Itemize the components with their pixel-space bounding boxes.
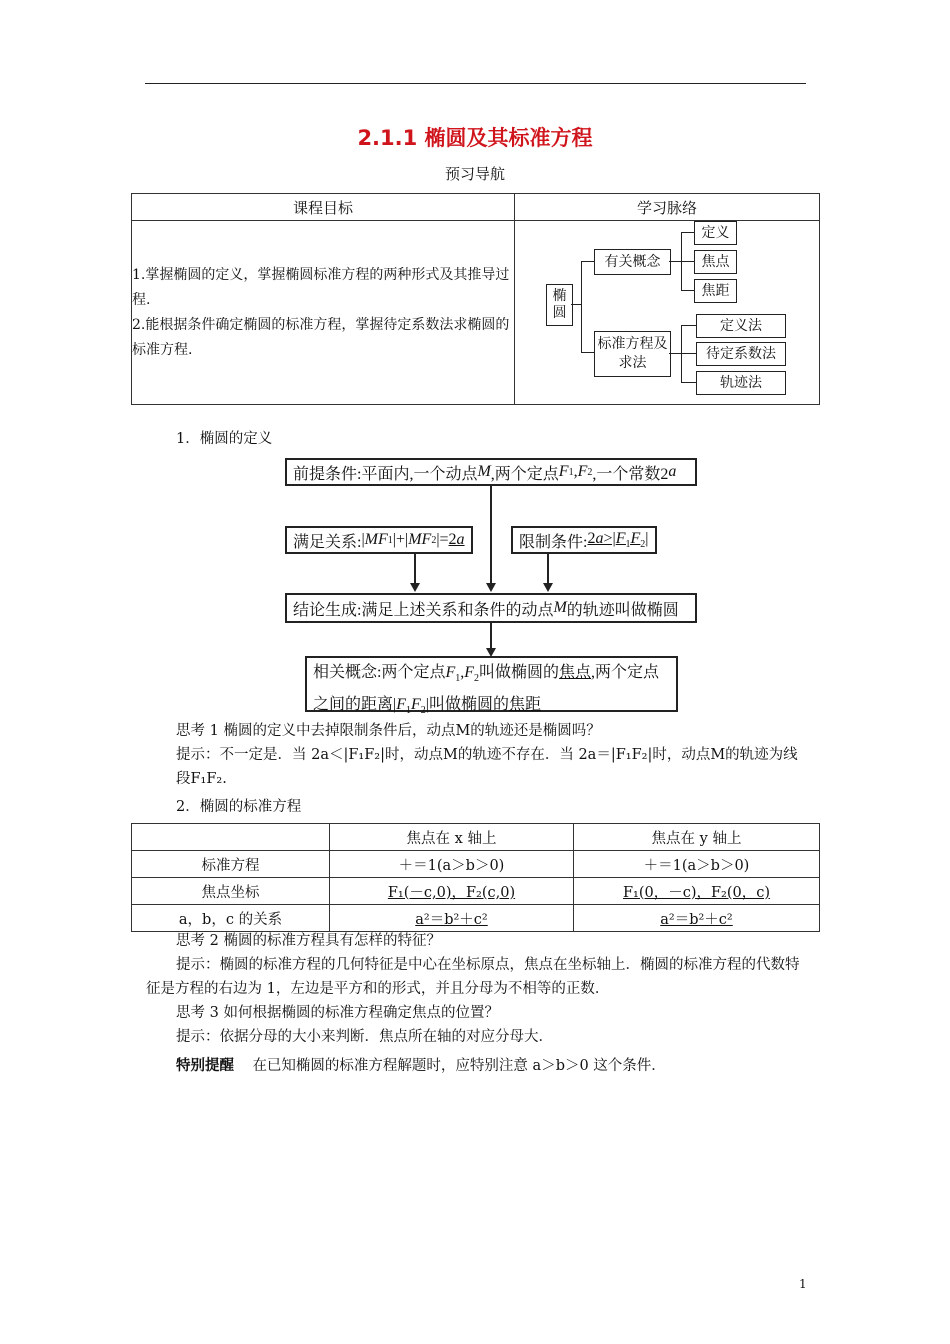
mindmap-item-focus: 焦点 [694,250,737,274]
flow-premise: 前提条件:平面内,一个动点 M ,两个定点 F 1 , F 2 ,一个常数2 a [285,458,697,486]
special-note [176,1054,666,1078]
table-row [132,824,820,851]
table-cell: 标准方程 [132,851,330,878]
mindmap-item-undetermined-coeff: 待定系数法 [696,342,786,366]
col-header-goals: 课程目标 [132,194,515,221]
mindmap-item-focal-distance: 焦距 [694,279,737,303]
page-title: 2.1.1 椭圆及其标准方程 [357,126,593,150]
flow-related: 相关概念:两个定点$F_1,F_2$叫做椭圆的焦点,两个定点之间的距离$|F_1F_2|$叫做椭圆的焦距 [305,656,678,712]
hint-2: 提示：椭圆的标准方程的几何特征是中心在坐标原点，焦点在坐标轴上．椭圆的标准方程的代数特征是方程的右边为 1，左边是平方和的形式，并且分母为不相等的正数． [146,957,800,997]
table-cell: a，b，c 的关系 [132,905,330,932]
table-row [132,851,820,878]
table-cell: 焦点坐标 [132,878,330,905]
table-row [132,905,820,932]
special-text: 在已知椭圆的标准方程解题时，应特别注意 a＞b＞0 这个条件． [252,1058,666,1074]
section-heading-2: 2．椭圆的标准方程 [176,799,302,815]
table-cell: a²＝b²＋c² [574,905,820,932]
goals-cell [132,221,515,405]
section-heading-1: 1．椭圆的定义 [176,431,273,447]
goal-1: 1.掌握椭圆的定义，掌握椭圆标准方程的两种形式及其推导过程. [132,266,510,308]
mindmap-branch-equation: 标准方程及求法 [594,331,671,377]
mindmap-item-definition-method: 定义法 [696,314,786,338]
think-2: 思考 2 椭圆的标准方程具有怎样的特征？ [176,933,441,949]
table-cell: 焦点在 y 轴上 [574,824,820,851]
table-row [132,878,820,905]
col-header-outline: 学习脉络 [515,194,820,221]
table-cell: a²＝b²＋c² [330,905,574,932]
flow-conclusion: 结论生成:满足上述关系和条件的动点 M 的轨迹叫做椭圆 [285,593,697,623]
mindmap-root: 椭圆 [546,284,573,326]
table-cell [132,824,330,851]
flow-satisfy: 满足关系: | MF 1 |+| MF 2 |= 2a [285,526,473,554]
mindmap-item-definition: 定义 [694,221,737,245]
table-cell: F₁(0，－c)，F₂(0，c) [574,878,820,905]
hint-3: 提示：依据分母的大小来判断．焦点所在轴的对应分母大． [176,1029,553,1045]
page-number: 1 [799,1277,807,1291]
hint-1: 提示：不一定是．当 2a＜|F₁F₂|时，动点M的轨迹不存在．当 2a＝|F₁F₂|时，动点M的轨迹为线段F₁F₂. [176,747,798,787]
table-cell: ＋＝1(a＞b＞0) [330,851,574,878]
flow-limit: 限制条件: $2a>|F_1F_2|$ [511,526,657,554]
table-cell: ＋＝1(a＞b＞0) [574,851,820,878]
header-rule [145,83,806,84]
subtitle: 预习导航 [444,165,505,183]
mindmap-branch-concepts: 有关概念 [594,249,671,275]
table-cell: 焦点在 x 轴上 [330,824,574,851]
goal-2: 2.能根据条件确定椭圆的标准方程，掌握待定系数法求椭圆的标准方程. [132,316,510,358]
special-label: 特别提醒 [176,1058,234,1074]
standard-equation-table [131,823,820,932]
think-1: 思考 1 椭圆的定义中去掉限制条件后，动点M的轨迹还是椭圆吗？ [176,723,601,739]
mindmap-item-locus-method: 轨迹法 [696,371,786,395]
table-cell: F₁(－c,0)，F₂(c,0) [330,878,574,905]
think-3: 思考 3 如何根据椭圆的标准方程确定焦点的位置？ [176,1005,499,1021]
